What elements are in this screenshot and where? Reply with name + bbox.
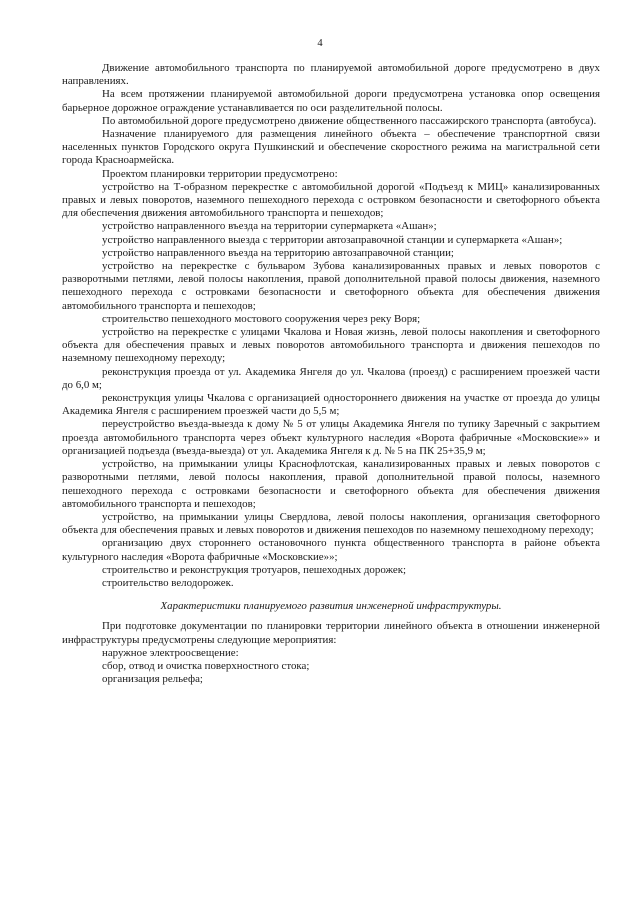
paragraph: реконструкция улицы Чкалова с организацией одностороннего движения на участке от проезда до улицы Академика Янгеля с расширением проезжей части до 5,5 м; (62, 392, 600, 418)
section-paragraph: наружное электроосвещение: (102, 646, 239, 659)
paragraph: устройство, на примыкании улицы Краснофлотская, канализированных правых и левых поворотов с разворотными петлями, левой полосы накопления, правой дополнительной правой полосы, наземного пешеходного перехода с островками безопасности и светофорного объекта для обеспечения движения автомобильного транспорта и пешеходов; (62, 458, 600, 510)
paragraph: реконструкция проезда от ул. Академика Янгеля до ул. Чкалова (проезд) с расширением проезжей части до 6,0 м; (62, 365, 600, 391)
document-body (62, 62, 600, 686)
paragraph: строительство велодорожек. (102, 576, 234, 589)
paragraph: устройство направленного въезда на территорию автозаправочной станции; (102, 246, 454, 259)
paragraph: организацию двух стороннего остановочного пункта общественного транспорта в районе объекта культурного наследия «Ворота фабричные «Московские»»; (62, 537, 600, 563)
section-paragraph: сбор, отвод и очистка поверхностного стока; (102, 659, 310, 672)
page-number: 4 (317, 38, 323, 49)
paragraph: По автомобильной дороге предусмотрено движение общественного пассажирского транспорта (автобуса). (102, 114, 597, 127)
paragraph: устройство на Т-образном перекрестке с автомобильной дорогой «Подъезд к МИЦ» канализированных правых и левых поворотов, наземного пешеходного перехода с островком безопасности и светофорного объекта для обеспечения движения автомобильного транспорта и пешеходов; (62, 180, 600, 220)
paragraph: На всем протяжении планируемой автомобильной дороги предусмотрена установка опор освещения барьерное дорожное ограждение устанавливается по оси разделительной полосы. (62, 88, 600, 114)
section-heading: Характеристики планируемого развития инженерной инфраструктуры. (160, 600, 502, 613)
paragraph: устройство на перекрестке с улицами Чкалова и Новая жизнь, левой полосы накопления и светофорного объекта для обеспечения правых и левых поворотов автомобильного транспорта и движения пешеходов по наземному пешеходному переходу; (62, 326, 600, 365)
paragraph: Назначение планируемого для размещения линейного объекта – обеспечение транспортной связи населенных пунктов Городского округа Пушкинский и обеспечение скоростного режима на магистральной сети города Красноармейска. (62, 128, 600, 167)
paragraph: Движение автомобильного транспорта по планируемой автомобильной дороге предусмотрено в двух направлениях. (62, 62, 600, 88)
paragraph: строительство и реконструкция тротуаров, пешеходных дорожек; (102, 563, 407, 576)
paragraph: устройство на перекрестке с бульваром Зубова канализированных правых и левых поворотов с разворотными петлями, левой полосы накопления, правой дополнительной правой полосы движения, наземного пешеходного перехода с островками безопасности и светофорного объекта для обеспечения движения автомобильного транспорта и пешеходов; (62, 260, 600, 312)
section-paragraph: организация рельефа; (102, 673, 203, 686)
paragraph: устройство, на примыкании улицы Свердлова, левой полосы накопления, организация светофорного объекта для обеспечения правых и левых поворотов и движения пешеходов по наземному пешеходному переходу; (62, 510, 600, 537)
paragraph: строительство пешеходного мостового сооружения через реку Воря; (102, 312, 421, 325)
paragraph: устройство направленного въезда на территории супермаркета «Ашан»; (102, 220, 437, 233)
paragraph: устройство направленного выезда с территории автозаправочной станции и супермаркета «Ашан»; (102, 233, 563, 246)
section-paragraph: При подготовке документации по планировки территории линейного объекта в отношении инженерной инфраструктуры предусмотрены следующие мероприятия: (62, 620, 600, 646)
paragraph: Проектом планировки территории предусмотрено: (102, 167, 338, 180)
paragraph: переустройство въезда-выезда к дому № 5 от улицы Академика Янгеля по тупику Заречный с закрытием проезда автомобильного транспорта через объект культурного наследия «Ворота фабричные «Московские»» и организацией подъезда (въезда-выезда) от ул. Академика Янгеля к д. № 5 на ПК 25+35,9 м; (62, 418, 600, 457)
